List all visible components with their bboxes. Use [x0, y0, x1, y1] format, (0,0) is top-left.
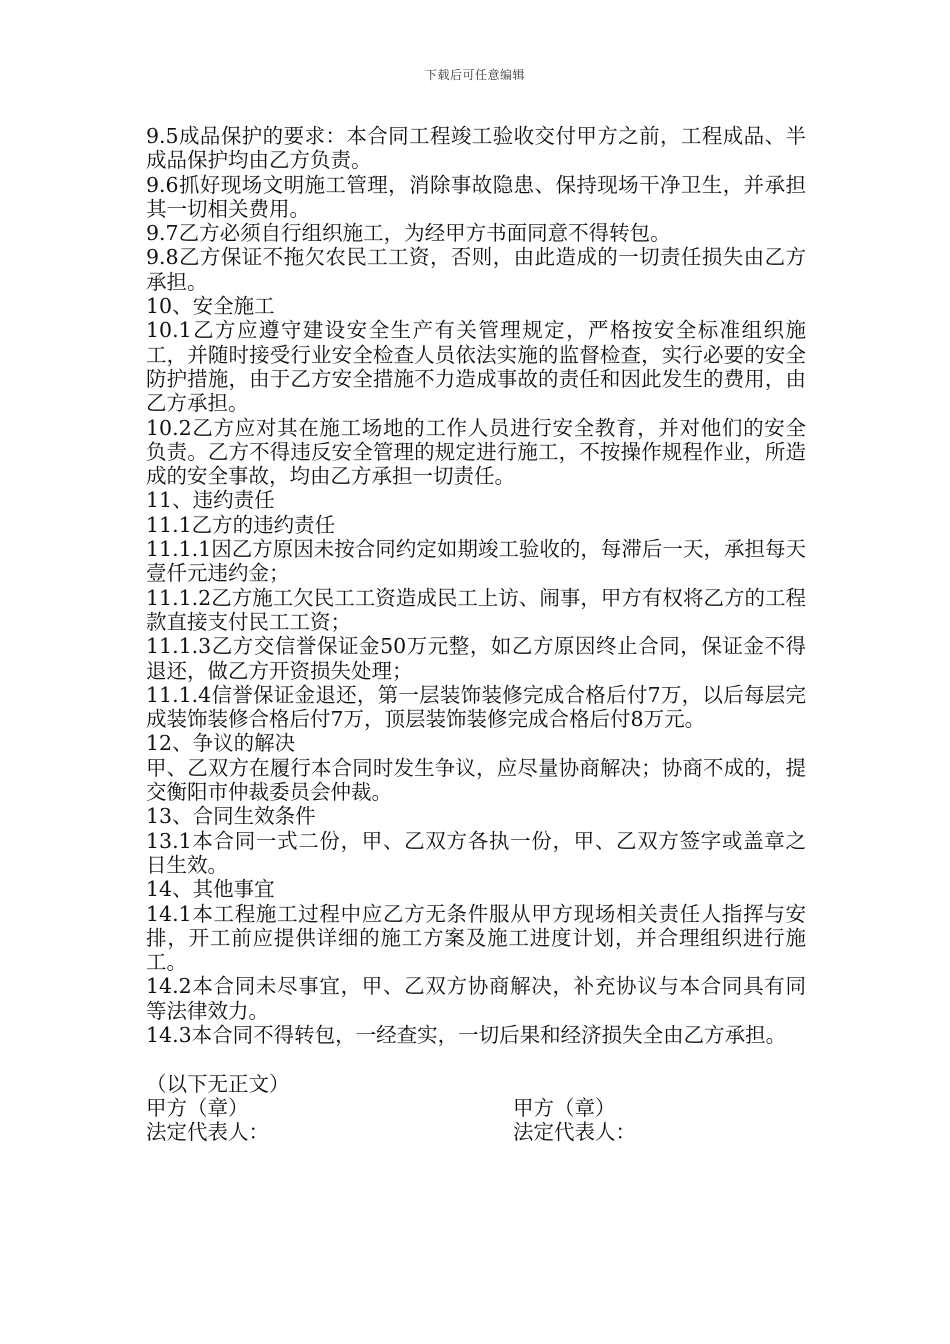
section-heading-10: 10、安全施工: [146, 294, 275, 319]
clause-14-3: 14.3本合同不得转包，一经查实，一切后果和经济损失全由乙方承担。: [146, 1022, 787, 1047]
clause-13-1: 13.1本合同一式二份，甲、乙双方各执一份，甲、乙双方签字或盖章之日生效。: [146, 828, 806, 877]
right-legal-representative: 法定代表人：: [513, 1120, 636, 1145]
clause-10-1: 10.1乙方应遵守建设安全生产有关管理规定，严格按安全标准组织施工，并随时接受行业安全检查人员依法实施的监督检查，实行必要的安全防护措施，由于乙方安全措施不力造成事故的责任和因此发生的费用，由乙方承担。: [146, 318, 806, 416]
clause-14-2: 14.2本合同未尽事宜，甲、乙双方协商解决，补充协议与本合同具有同等法律效力。: [146, 974, 806, 1023]
section-heading-12: 12、争议的解决: [146, 731, 296, 756]
party-row: [146, 1096, 806, 1120]
no-text-below-note: （以下无正文）: [146, 1071, 290, 1096]
section-heading-11: 11、违约责任: [146, 488, 275, 513]
clause-11-1-2: 11.1.2乙方施工欠民工工资造成民工上访、闹事，甲方有权将乙方的工程款直接支付民工工资；: [146, 585, 806, 634]
clause-14-1: 14.1本工程施工过程中应乙方无条件服从甲方现场相关责任人指挥与安排，开工前应提供详细的施工方案及施工进度计划，并合理组织进行施工。: [146, 901, 806, 975]
page-header: 下载后可任意编辑: [424, 68, 525, 82]
clause-11-1-1: 11.1.1因乙方原因未按合同约定如期竣工验收的，每滞后一天，承担每天壹仟元违约金；: [146, 537, 806, 586]
contract-body: [146, 124, 806, 1144]
left-party-seal: 甲方（章）: [146, 1095, 249, 1120]
clause-9-7: 9.7乙方必须自行组织施工，为经甲方书面同意不得转包。: [146, 221, 671, 246]
section-heading-14: 14、其他事宜: [146, 877, 275, 902]
right-party-seal: 甲方（章）: [513, 1095, 616, 1120]
clause-10-2: 10.2乙方应对其在施工场地的工作人员进行安全教育，并对他们的安全负责。乙方不得违反安全管理的规定进行施工，不按操作规程作业，所造成的安全事故，均由乙方承担一切责任。: [146, 415, 806, 489]
clause-9-6: 9.6抓好现场文明施工管理，消除事故隐患、保持现场干净卫生，并承担其一切相关费用。: [146, 172, 806, 221]
clause-11-1: 11.1乙方的违约责任: [146, 512, 336, 537]
clause-9-8: 9.8乙方保证不拖欠农民工工资，否则，由此造成的一切责任损失由乙方承担。: [146, 245, 806, 294]
clause-12-text: 甲、乙双方在履行本合同时发生争议，应尽量协商解决；协商不成的，提交衡阳市仲裁委员会仲裁。: [146, 755, 806, 805]
blank-line: [146, 1047, 806, 1071]
representative-row: [146, 1120, 806, 1144]
left-legal-representative: 法定代表人：: [146, 1120, 269, 1145]
section-heading-13: 13、合同生效条件: [146, 804, 316, 829]
clause-11-1-3: 11.1.3乙方交信誉保证金50万元整，如乙方原因终止合同，保证金不得退还，做乙方开资损失处理；: [146, 634, 806, 683]
clause-9-5: 9.5成品保护的要求：本合同工程竣工验收交付甲方之前，工程成品、半成品保护均由乙方负责。: [146, 124, 806, 173]
clause-11-1-4: 11.1.4信誉保证金退还，第一层装饰装修完成合格后付7万，以后每层完成装饰装修合格后付7万，顶层装饰装修完成合格后付8万元。: [146, 682, 806, 732]
